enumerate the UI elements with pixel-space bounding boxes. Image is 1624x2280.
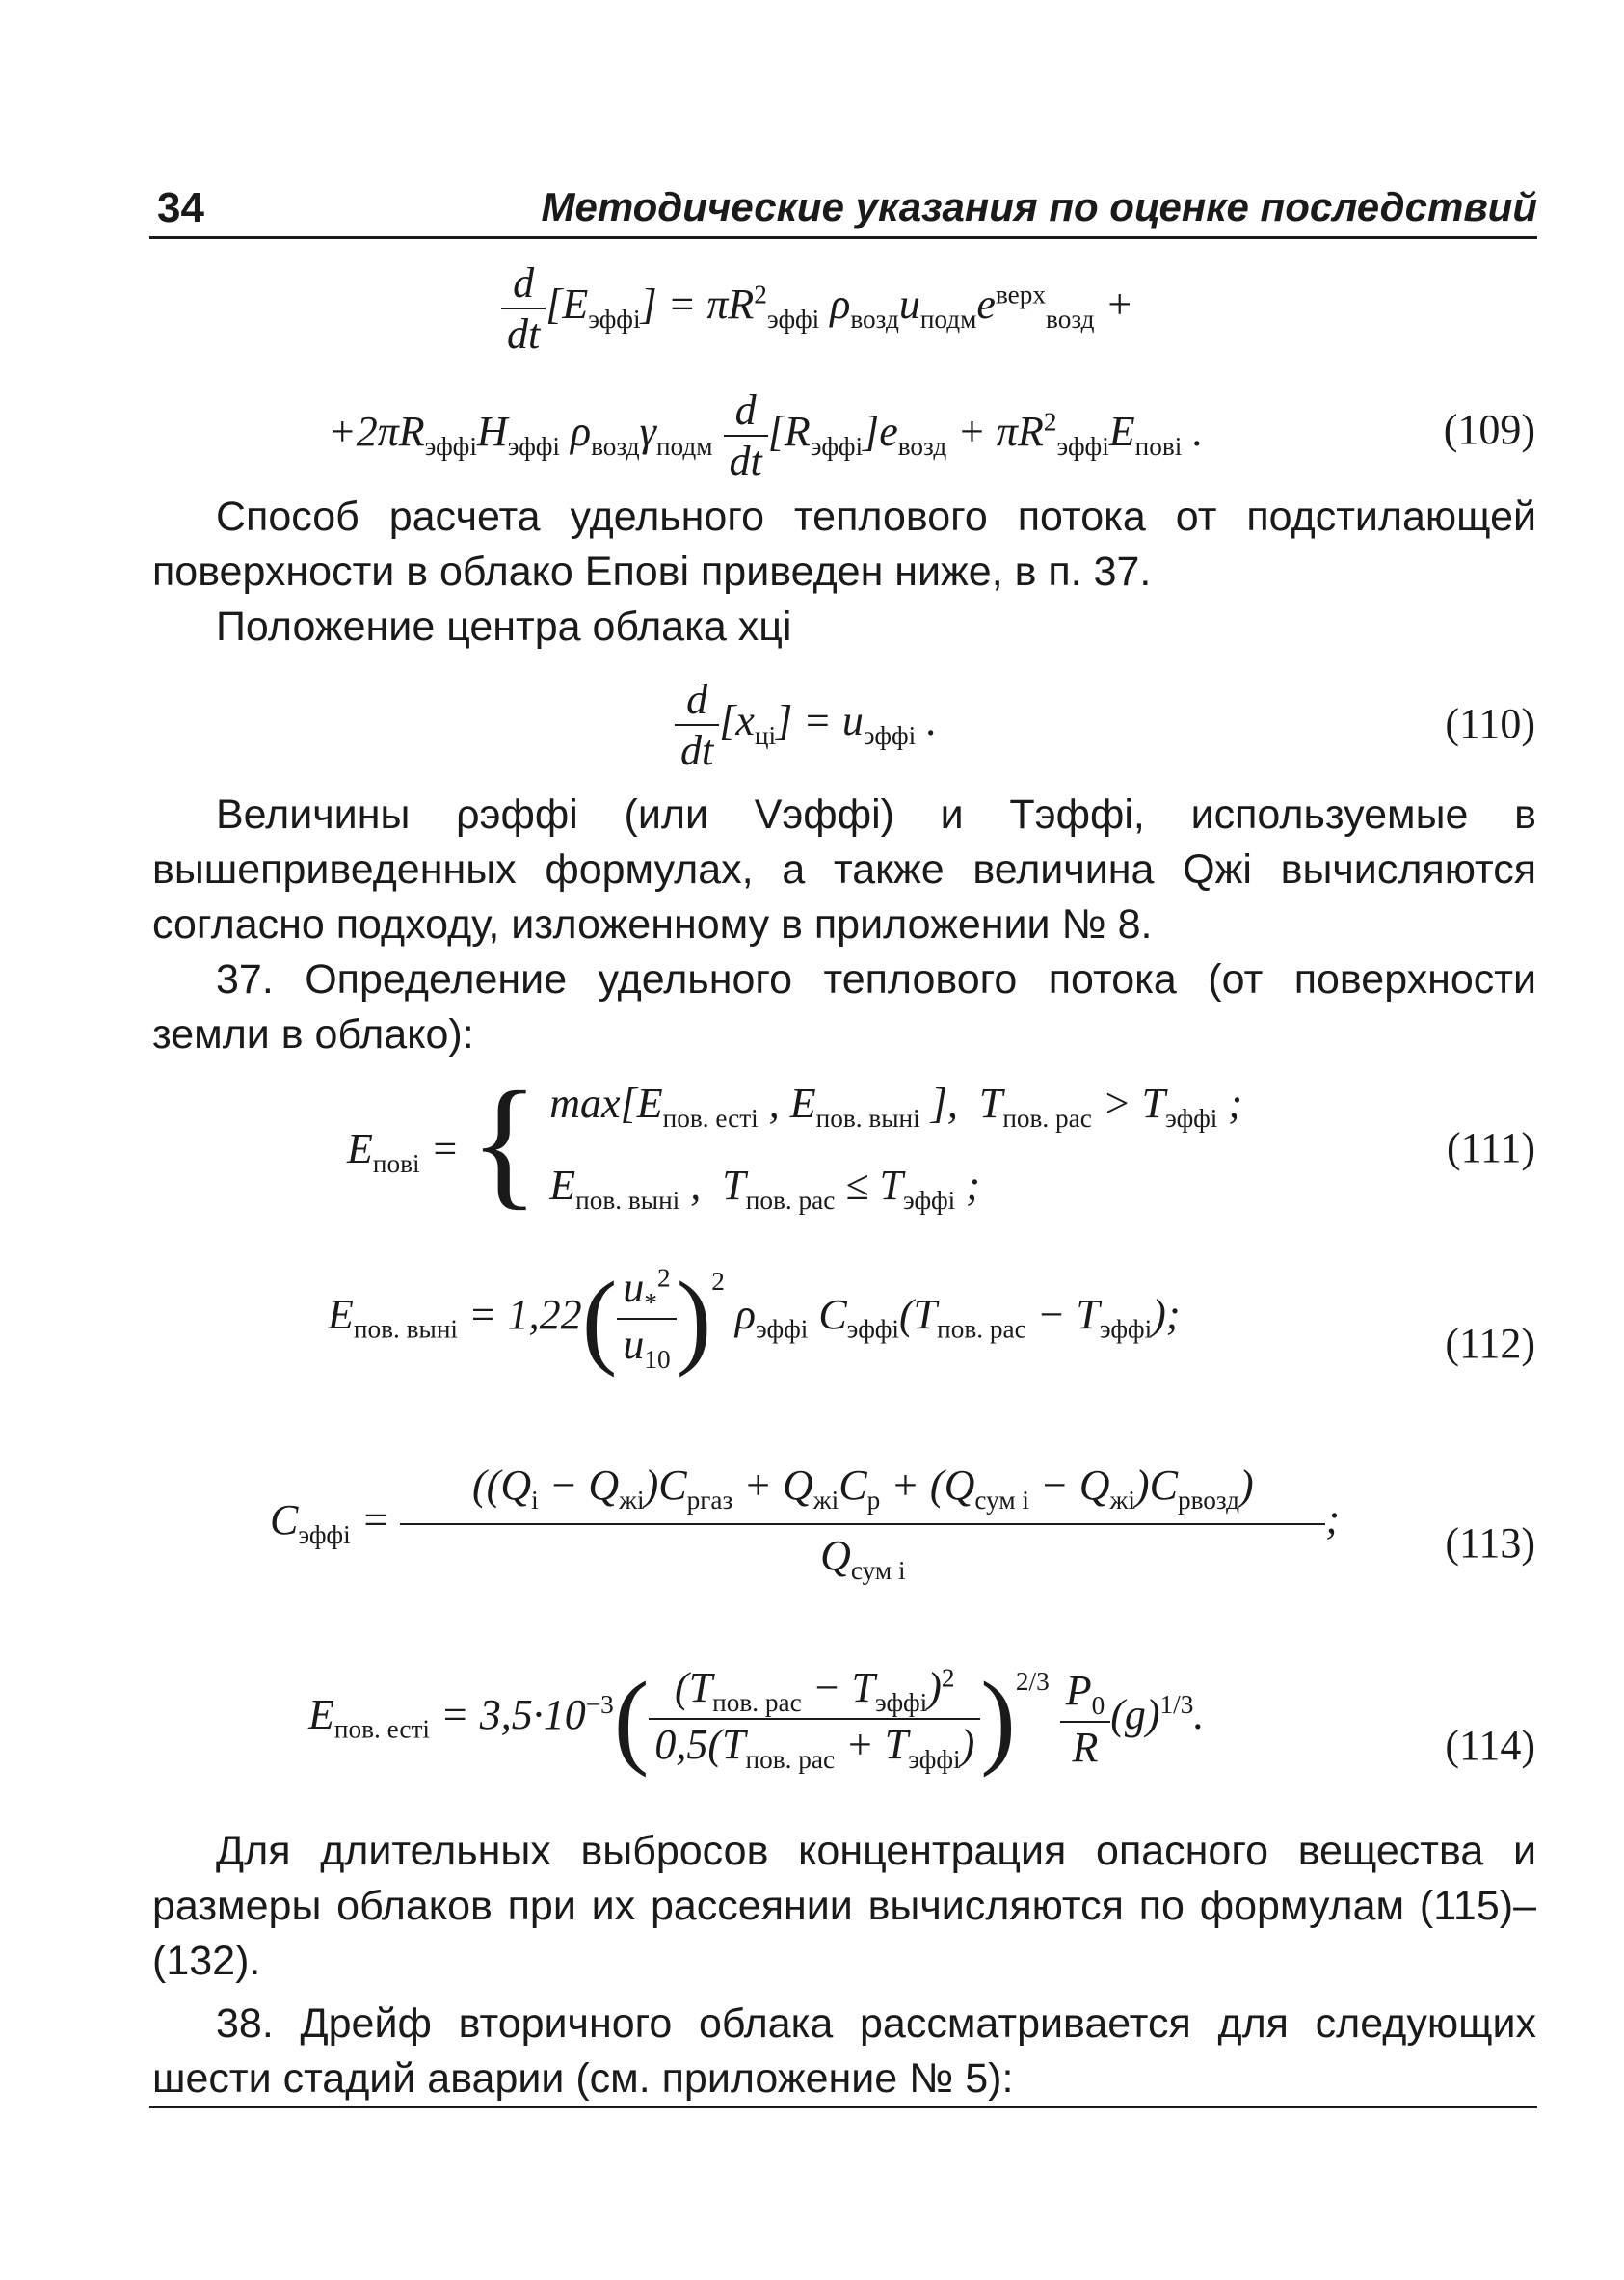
equation-114-number: (114) xyxy=(1445,1722,1535,1769)
page-number: 34 xyxy=(157,184,204,231)
paragraph-cloud-center: Положение центра облака xцi xyxy=(216,604,792,650)
equation-109-line-1: $\frac{d}{dt}$ $[E_{эффi}] = \pi R^2_{эффi}$ $\rho_{возд}u_{подм}e^{верх}_{возд}$ + xyxy=(501,258,1133,359)
equation-113-number: (113) xyxy=(1445,1519,1535,1567)
paragraph-quantities: Величины ρэффi (или Vэффi) и Tэффi, используемые в вышеприведенных формулах, а также величина Qжi вычисляются согласно подходу, изложенному в приложении № 8. xyxy=(152,791,1536,948)
page-header xyxy=(149,178,1537,239)
paragraph-block-1 xyxy=(152,490,1536,655)
equation-109-number: (109) xyxy=(1443,406,1535,453)
paragraph-section-37: 37. Определение удельного теплового потока (от поверхности земли в облако): xyxy=(152,956,1536,1058)
equation-113: $C_{эффi}$ = $\frac{((Q_i - Q_{жi})C_{pгаз} + Q_{жi}C_p + (Q_{сум i} - Q_{жi})C_{pвозд})}{Q_{сум i}}$ ; xyxy=(270,1462,1341,1585)
running-title: Методические указания по оценке последствий xyxy=(541,184,1537,229)
bottom-rule xyxy=(149,2106,1537,2108)
paragraph-block-2 xyxy=(152,788,1536,1062)
equation-111: $E_{повi}$ = { $\max[E_{пов. естi}$ , $E_{пов. вынi}$ ], $T_{пов. рас} > T_{эффi}$ ; $E_{пов. вынi}$ , $T_{пов. рас} \le T_{эффi}$ ; xyxy=(347,1061,1243,1222)
equation-110: $\frac{d}{dt}$ $[x_{цi}] = u_{эффi}$ . xyxy=(675,675,937,775)
equation-110-number: (110) xyxy=(1445,700,1535,747)
equation-112: $E_{пов. вынi} = 1,22$( $\frac{u_*^2}{u_{10}}$ )$^2$ $\rho_{эффi}$ $C_{эффi}(T_{пов. рас} - T_{эффi})$; xyxy=(328,1259,1181,1378)
equation-114: $E_{пов. естi} = 3,5\cdot 10^{-3}$( $\frac{(T_{пов. рас} - T_{эффi})^2}{0,5(T_{пов. рас} + T_{эффi})}$ )$^{2/3}$ $\frac{P_0}{R}$ $(g)^{1/3}$. xyxy=(308,1659,1205,1778)
equation-109-line-2: $+2\pi R_{эффi}H_{эффi}$ $\rho_{возд}\gamma_{подм}$ $\frac{d}{dt}$ $[R_{эффi}]e_{возд} + \pi R^2_{эффi}E_{повi}$ . xyxy=(328,387,1204,485)
paragraph-long-releases: Для длительных выбросов концентрация опасного вещества и размеры облаков при их рассеянии вычисляются по формулам (115)–(132). xyxy=(152,1828,1536,1984)
paragraph-block-3 xyxy=(152,1824,1536,2106)
paragraph-heat-flux-method: Способ расчета удельного теплового потока от подстилающей поверхности в облако Eповi приведен ниже, в п. 37. xyxy=(152,494,1536,595)
equation-112-number: (112) xyxy=(1445,1320,1535,1367)
equation-111-number: (111) xyxy=(1446,1124,1535,1171)
paragraph-section-38: 38. Дрейф вторичного облака рассматривается для следующих шести стадий аварии (см. приложение № 5): xyxy=(152,2000,1536,2102)
